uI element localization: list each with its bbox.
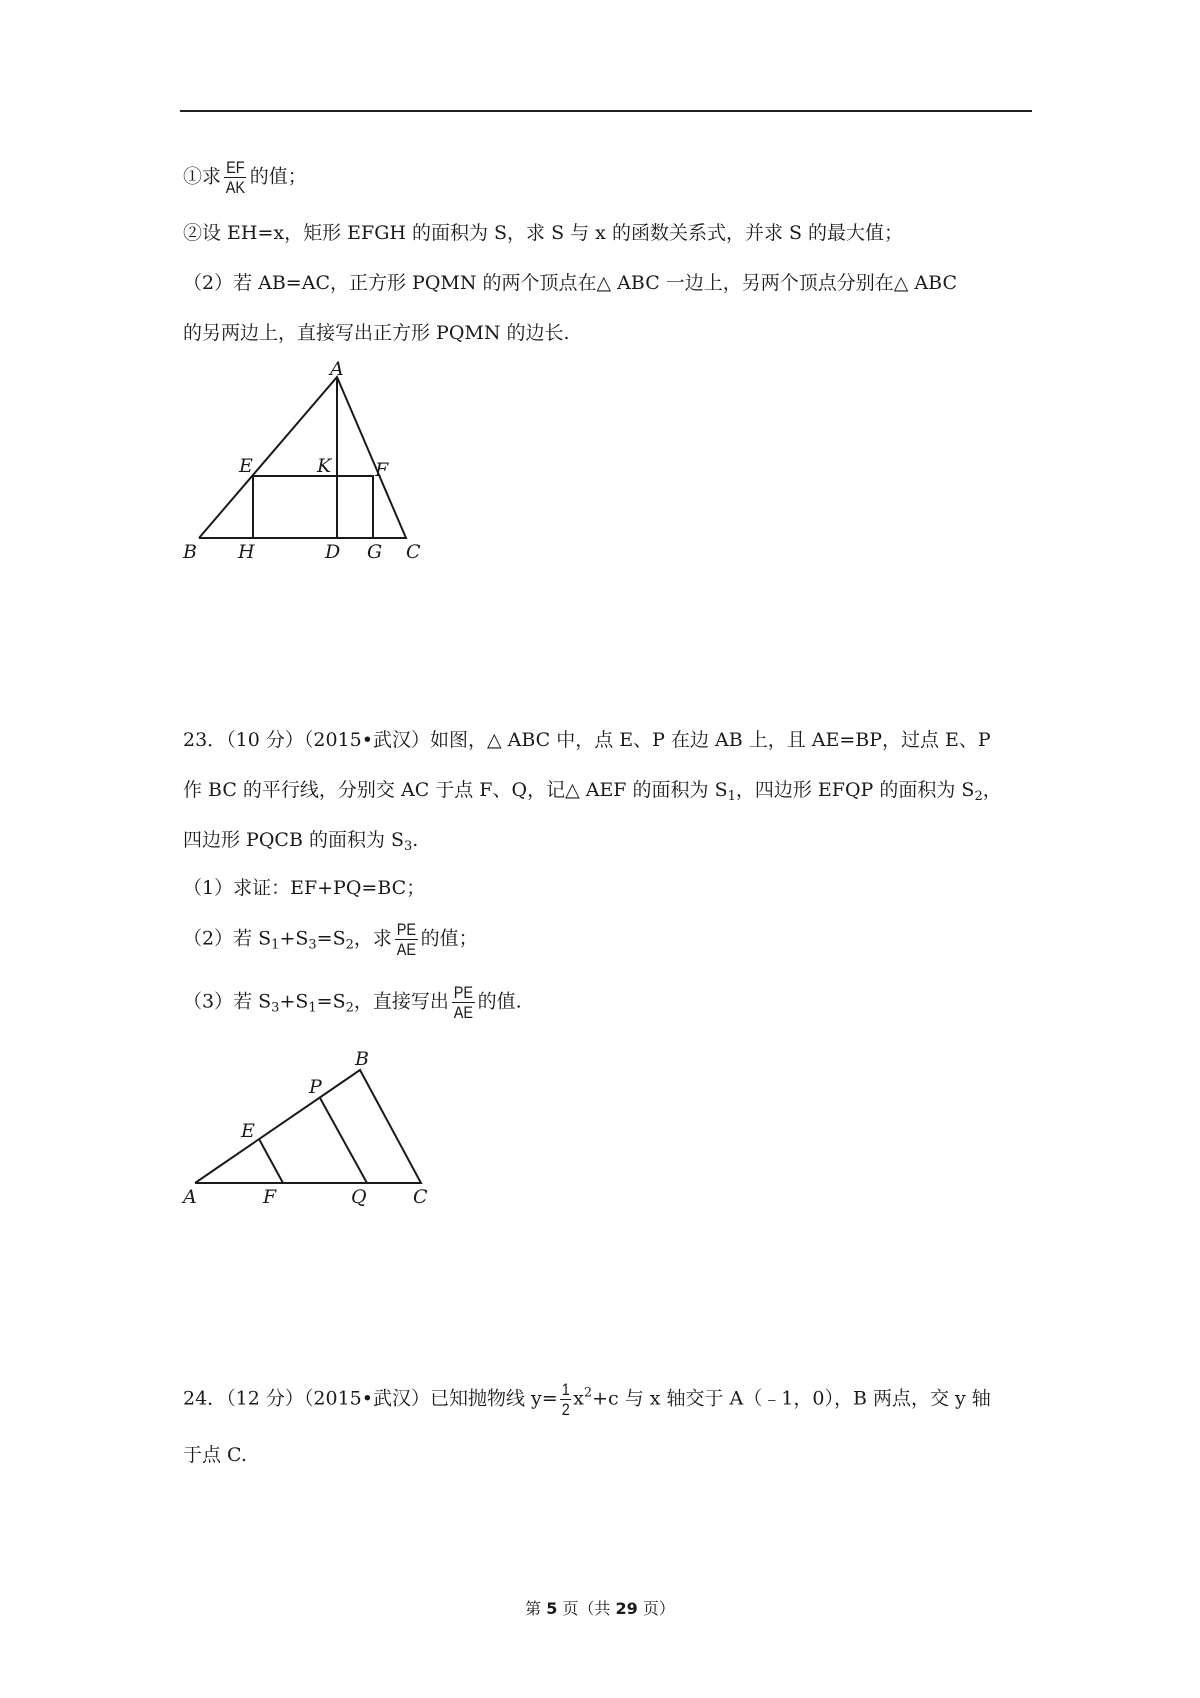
q23-stem-line3: 四边形 PQCB 的面积为 $S_3$.: [183, 829, 419, 854]
page-number: 5: [546, 1599, 558, 1618]
q22-part2-line2: 的另两边上，直接写出正方形 PQMN 的边长.: [183, 322, 570, 344]
q22-part2-line1: （2）若 AB=AC，正方形 PQMN 的两个顶点在△ ABC 一边上，另两个顶点分别在△ ABC: [183, 272, 958, 294]
segment-ef: [259, 1139, 283, 1183]
q23-stem-line1: 23．（10 分）（2015•武汉）如图，△ ABC 中，点 E、P 在边 AB 上，且 AE=BP，过点 E、P: [183, 729, 991, 751]
label-f: F: [375, 459, 389, 481]
figure-triangle-parallels: [175, 1040, 445, 1220]
label-g: G: [367, 541, 383, 563]
page-footer: 第 5 页（共 29 页）: [525, 1599, 675, 1618]
label-e: E: [239, 455, 253, 477]
label-b: B: [183, 541, 197, 563]
label-c: C: [413, 1186, 428, 1208]
q23-part2: （2）若 $S_1+S_3=S_2$，求 $\frac{PE}{AE}$ 的值；: [183, 920, 478, 959]
segment-pq: [320, 1098, 367, 1183]
fraction-one-half: $\frac{1}{2}$: [561, 1380, 570, 1419]
label-d: D: [325, 541, 341, 563]
label-e: E: [241, 1120, 255, 1142]
label-b: B: [355, 1048, 369, 1070]
triangle-abc: [195, 1070, 421, 1183]
q22-part1-ii: ②设 EH=x，矩形 EFGH 的面积为 S，求 S 与 x 的函数关系式，并求 S 的最大值；: [183, 222, 904, 244]
label-h: H: [238, 541, 255, 563]
figure-triangle-rectangle: [175, 360, 435, 565]
header-rule: [180, 110, 1032, 112]
q24-stem-line1: 24．（12 分）（2015•武汉）已知抛物线 y= $\frac{1}{2}$ $x^2+c$ 与 x 轴交于 A（﹣1，0），B 两点，交 y 轴: [183, 1380, 991, 1419]
fraction-pe-ae: $\frac{PE}{AE}$: [396, 920, 416, 959]
label-f: F: [263, 1186, 277, 1208]
q23-stem-line2: 作 BC 的平行线，分别交 AC 于点 F、Q，记△ AEF 的面积为 $S_1$，四边形 EFQP 的面积为 $S_2$，: [183, 779, 1002, 804]
label-p: P: [309, 1076, 322, 1098]
label-k: K: [317, 455, 332, 477]
q22-part1-i: ①求 $\frac{EF}{AK}$ 的值；: [183, 158, 307, 197]
q23-part1: （1）求证：EF+PQ=BC；: [183, 877, 426, 899]
triangle-abc: [199, 377, 406, 538]
fraction-pe-ae: $\frac{PE}{AE}$: [453, 983, 473, 1022]
label-a: A: [183, 1186, 197, 1208]
q24-stem-line2: 于点 C.: [183, 1444, 247, 1466]
q23-part3: （3）若 $S_3+S_1=S_2$，直接写出 $\frac{PE}{AE}$ 的值.: [183, 983, 522, 1022]
label-c: C: [406, 541, 421, 563]
fraction-ef-ak: $\frac{EF}{AK}$: [225, 158, 246, 197]
label-q: Q: [351, 1186, 367, 1208]
page-total: 29: [615, 1599, 638, 1618]
rectangle-efgh: [253, 476, 373, 538]
label-a: A: [330, 360, 344, 380]
